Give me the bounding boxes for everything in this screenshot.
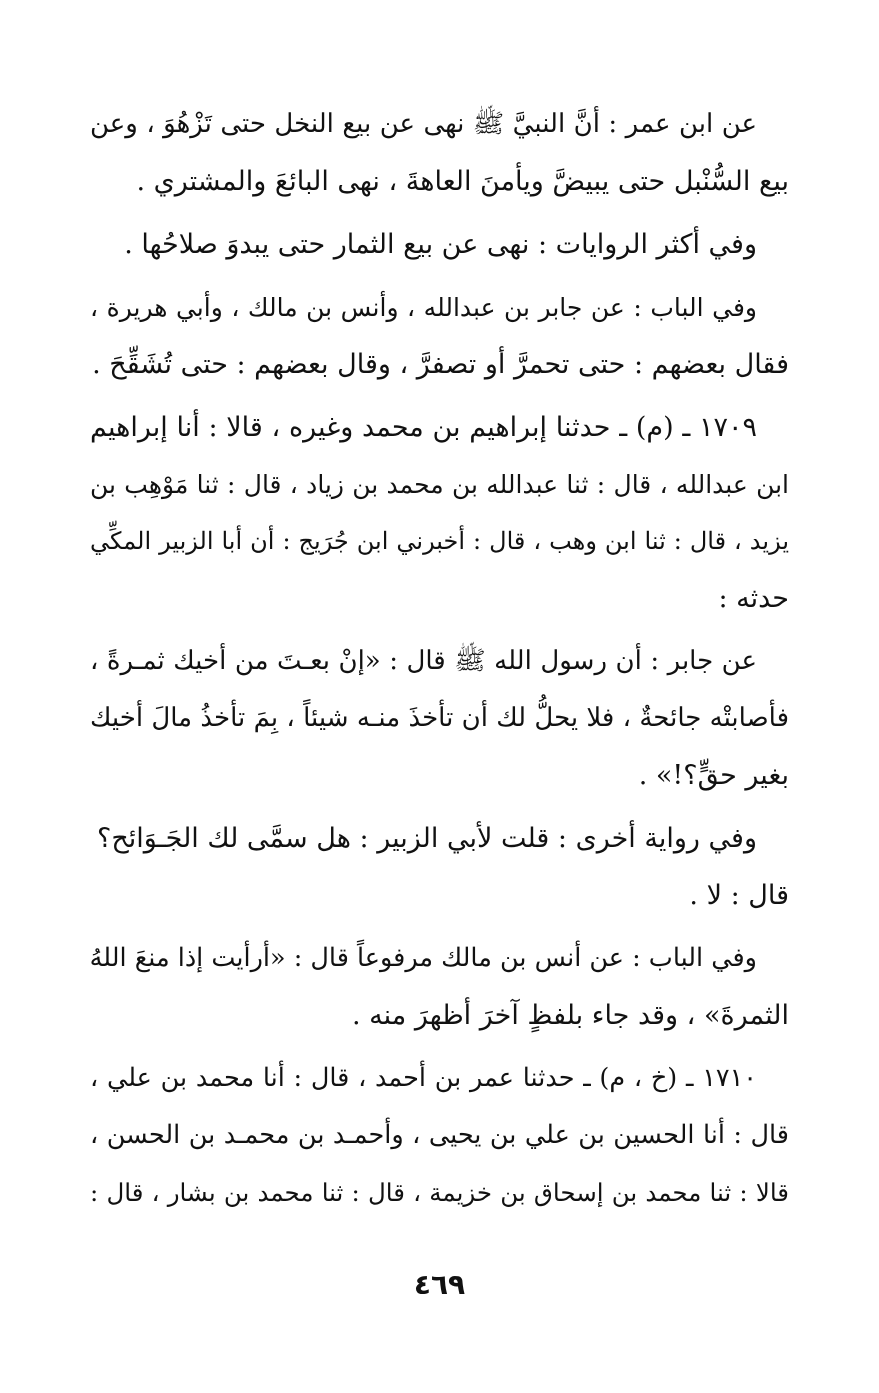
paragraph-fil-bab-2 xyxy=(90,930,789,1044)
text-line: الثمرةَ» ، وقد جاء بلفظٍ آخرَ أظهرَ منه . xyxy=(352,1000,789,1031)
text-line: وفي رواية أخرى : قلت لأبي الزبير : هل سمَّى لك الجَـوَائح؟ xyxy=(97,823,757,854)
text-line: بغير حقٍّ؟!» . xyxy=(638,760,789,791)
text-line: قالا : ثنا محمد بن إسحاق بن خزيمة ، قال : ثنا محمد بن بشار ، قال : xyxy=(90,1178,789,1207)
text-line: ١٧١٠ ـ (خ ، م) ـ حدثنا عمر بن أحمد ، قال : أنا محمد بن علي ، xyxy=(90,1063,757,1093)
paragraph-hadith-ibn-umar xyxy=(90,96,789,210)
text-line: ١٧٠٩ ـ (م) ـ حدثنا إبراهيم بن محمد وغيره ، قالا : أنا إبراهيم xyxy=(90,412,757,443)
text-line: ابن عبدالله ، قال : ثنا عبدالله بن محمد بن زياد ، قال : ثنا مَوْهِب بن xyxy=(90,470,789,499)
text-line: فقال بعضهم : حتى تحمرَّ أو تصفرَّ ، وقال بعضهم : حتى تُشَقِّحَ . xyxy=(92,349,789,380)
page-number: ٤٦٩ xyxy=(413,1268,466,1301)
paragraph-riwaya-ukhra xyxy=(90,810,789,924)
paragraph-isnad-1709 xyxy=(90,399,789,627)
text-line: فأصابتْه جائحةٌ ، فلا يحلُّ لك أن تأخذَ منـه شيئاً ، بِمَ تأخذُ مالَ أخيك xyxy=(90,703,789,733)
paragraph-fil-bab-1 xyxy=(90,279,789,393)
text-line: بيع السُّنْبل حتى يبيضَّ ويأمنَ العاهةَ ، نهى البائعَ والمشتري . xyxy=(136,166,789,197)
text-line: وفي أكثر الروايات : نهى عن بيع الثمار حتى يبدوَ صلاحُها . xyxy=(124,229,757,260)
text-line: قال : لا . xyxy=(689,880,789,911)
text-line: قال : أنا الحسين بن علي بن يحيى ، وأحمـد بن محمـد بن الحسن ، xyxy=(90,1120,789,1150)
text-line: عن ابن عمر : أنَّ النبيَّ ﷺ نهى عن بيع النخل حتى تَزْهُوَ ، وعن xyxy=(90,109,757,139)
page-body-text xyxy=(90,96,789,1221)
text-line: وفي الباب : عن أنس بن مالك مرفوعاً قال : «أرأيت إذا منعَ اللهُ xyxy=(89,943,757,973)
text-line: وفي الباب : عن جابر بن عبدالله ، وأنس بن مالك ، وأبي هريرة ، xyxy=(90,293,757,322)
paragraph-hadith-jabir xyxy=(90,633,789,804)
paragraph-riwayat xyxy=(90,216,789,273)
paragraph-isnad-1710 xyxy=(90,1050,789,1221)
text-line: حدثه : xyxy=(718,583,789,614)
text-line: يزيد ، قال : ثنا ابن وهب ، قال : أخبرني ابن جُرَيج : أن أبا الزبير المكِّي xyxy=(90,527,789,555)
text-line: عن جابر : أن رسول الله ﷺ قال : «إنْ بعـتَ من أخيك ثمـرةً ، xyxy=(90,646,757,676)
